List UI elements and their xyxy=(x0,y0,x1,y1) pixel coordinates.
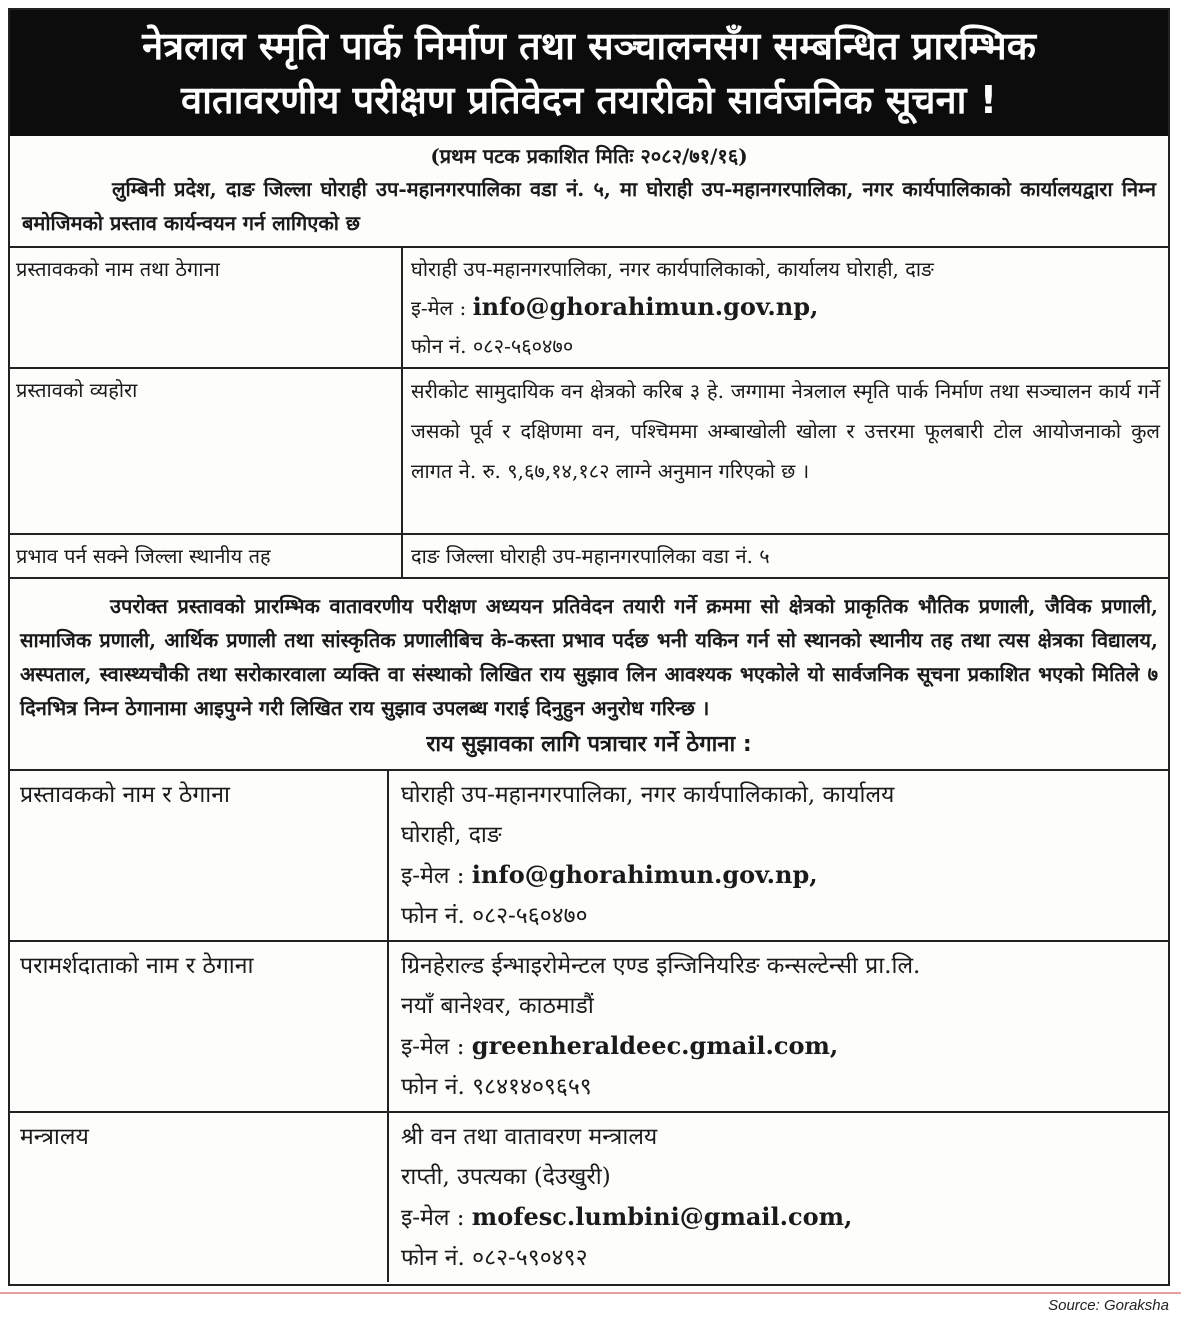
email-line xyxy=(401,855,1156,896)
public-notice xyxy=(8,8,1170,1286)
source-credit: Source: Goraksha xyxy=(1048,1297,1169,1314)
ministry-phone: फोन नं. ०८२-५९०४९२ xyxy=(401,1245,588,1271)
email-prefix: इ-मेल : xyxy=(401,863,465,889)
notice-title-line-1: नेत्रलाल स्मृति पार्क निर्माण तथा सञ्चालनसँग सम्बन्धित प्रारम्भिक xyxy=(142,24,1036,68)
email-line xyxy=(401,1026,1156,1067)
table-row xyxy=(10,770,1168,941)
proposer-phone: फोन नं. ०८२-५६०४७० xyxy=(401,903,588,929)
email-prefix: इ-मेल : xyxy=(401,1205,465,1231)
proposal-description: सरीकोट सामुदायिक वन क्षेत्रको करिब ३ हे. जग्गामा नेत्रलाल स्मृति पार्क निर्माण तथा सञ्चालन कार्य गर्ने जसको पूर्व र दक्षिणमा वन, पश्चिममा अम्बाखोली खोला र उत्तरमा फूलबारी टोल आयोजनाको कुल लागत ने. रु. ९,६७,१४,१८२ लाग्ने अनुमान गरिएको छ । xyxy=(402,368,1168,534)
address-line: नयाँ बानेश्वर, काठमाडौं xyxy=(401,993,594,1019)
ministry-details xyxy=(388,1112,1168,1282)
email-prefix: इ-मेल : xyxy=(411,296,467,320)
correspondence-address-title: राय सुझावका लागि पत्राचार गर्ने ठेगाना : xyxy=(426,732,752,757)
table-row xyxy=(10,941,1168,1112)
intro-text: लुम्बिनी प्रदेश, दाङ जिल्ला घोराही उप-महानगरपालिका वडा नं. ५, मा घोराही उप-महानगरपालिका, नगर कार्यपालिकाको कार्यालयद्वारा निम्न बमोजिमको प्रस्ताव कार्यन्वयन गर्न लागिएको छ xyxy=(22,177,1156,235)
proposer-details xyxy=(402,248,1168,368)
address-line: घोराही, दाङ xyxy=(401,822,502,848)
proposer-email: info@ghorahimun.gov.np, xyxy=(471,860,818,889)
proposer-label: प्रस्तावकको नाम तथा ठेगाना xyxy=(10,248,402,368)
address-line: ग्रिनहेराल्ड ईन्भाइरोमेन्टल एण्ड इन्जिनियरिङ कन्सल्टेन्सी प्रा.लि. xyxy=(401,953,921,979)
ministry-email: mofesc.lumbini@gmail.com, xyxy=(471,1202,853,1231)
table-row xyxy=(10,368,1168,534)
email-line xyxy=(401,1197,1156,1238)
proposer-details xyxy=(388,770,1168,941)
proposer-label: प्रस्तावकको नाम र ठेगाना xyxy=(10,770,388,941)
proposer-email-line xyxy=(411,288,1160,327)
proposer-phone: फोन नं. ०८२-५६०४७० xyxy=(411,334,574,358)
consultant-email: greenheraldeec.gmail.com, xyxy=(471,1031,839,1060)
address-table xyxy=(10,769,1168,1282)
email-prefix: इ-मेल : xyxy=(401,1034,465,1060)
proposer-address: घोराही उप-महानगरपालिका, नगर कार्यपालिकाको, कार्यालय घोराही, दाङ xyxy=(411,257,934,281)
proposer-email: info@ghorahimun.gov.np, xyxy=(472,292,819,321)
publication-date: (प्रथम पटक प्रकाशित मितिः २०८२/७१/१६) xyxy=(430,144,748,168)
address-line: घोराही उप-महानगरपालिका, नगर कार्यपालिकाको, कार्यालय xyxy=(401,782,895,808)
affected-local-level-label: प्रभाव पर्न सक्ने जिल्ला स्थानीय तह xyxy=(10,534,402,578)
table-row xyxy=(10,248,1168,368)
affected-local-level: दाङ जिल्ला घोराही उप-महानगरपालिका वडा नं. ५ xyxy=(402,534,1168,578)
intro-section xyxy=(10,136,1168,248)
consultant-phone: फोन नं. ९८४१४०९६५९ xyxy=(401,1074,592,1100)
proposal-description-label: प्रस्तावको व्यहोरा xyxy=(10,368,402,534)
notice-paragraph: उपरोक्त प्रस्तावको प्रारम्भिक वातावरणीय परीक्षण अध्ययन प्रतिवेदन तयारी गर्ने क्रममा सो क्षेत्रको प्राकृतिक भौतिक प्रणाली, जैविक प्रणाली, सामाजिक प्रणाली, आर्थिक प्रणाली तथा सांस्कृतिक प्रणालीबिच के-कस्ता प्रभाव पर्दछ भनी यकिन गर्न सो स्थानको स्थानीय तह तथा त्यस क्षेत्रका विद्यालय, अस्पताल, स्वास्थ्यचौकी तथा सरोकारवाला व्यक्ति वा संस्थाको लिखित राय सुझाव लिन आवश्यक भएकोले यो सार्वजनिक सूचना प्रकाशित भएको मितिले ७ दिनभित्र निम्न ठेगानामा आइपुग्ने गरी लिखित राय सुझाव उपलब्ध गराई दिनुहुन अनुरोध गरिन्छ । xyxy=(20,594,1158,720)
table-row xyxy=(10,1112,1168,1282)
proposal-table xyxy=(10,248,1168,579)
notice-header xyxy=(10,10,1168,136)
consultant-label: परामर्शदाताको नाम र ठेगाना xyxy=(10,941,388,1112)
table-row xyxy=(10,534,1168,578)
address-line: राप्ती, उपत्यका (देउखुरी) xyxy=(401,1164,611,1190)
consultant-details xyxy=(388,941,1168,1112)
address-line: श्री वन तथा वातावरण मन्त्रालय xyxy=(401,1124,658,1150)
notice-title-line-2: वातावरणीय परीक्षण प्रतिवेदन तयारीको सार्वजनिक सूचना ! xyxy=(180,78,998,122)
ministry-label: मन्त्रालय xyxy=(10,1112,388,1282)
divider xyxy=(0,1292,1181,1294)
